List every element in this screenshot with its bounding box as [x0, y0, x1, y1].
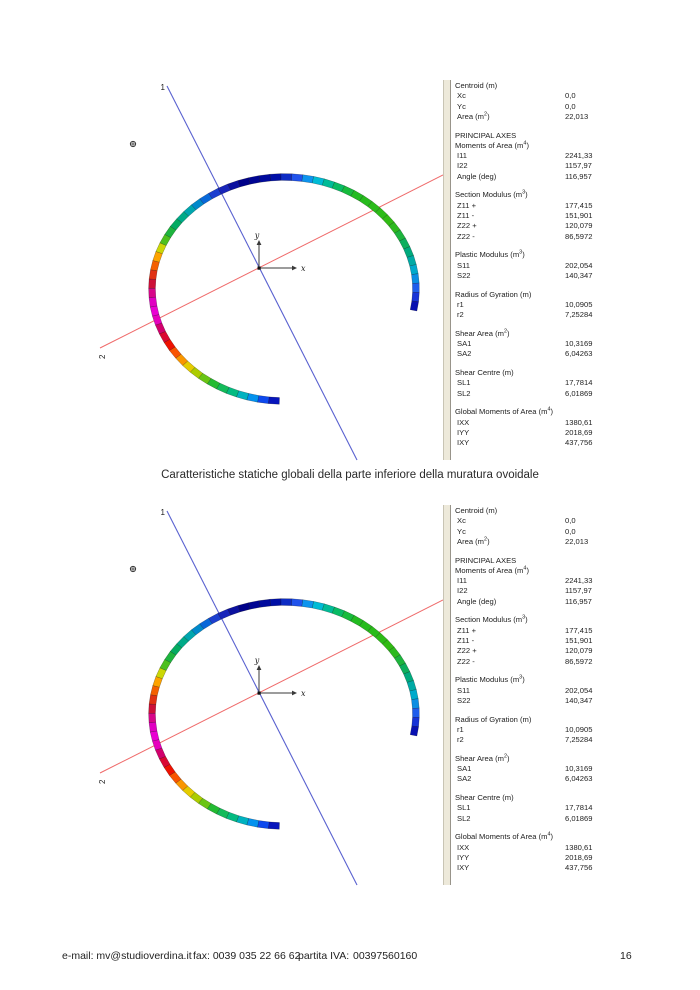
property-group [455, 793, 693, 824]
property-value: 7,25284 [565, 310, 593, 320]
panel-splitter [443, 505, 451, 885]
section-arc-segment [270, 174, 281, 181]
property-label: Yc [457, 526, 466, 536]
property-value: 10,0905 [565, 724, 593, 734]
property-row [455, 261, 693, 271]
property-group [455, 329, 693, 360]
unit-superscript: 2 [484, 536, 488, 543]
property-value: 6,01869 [565, 388, 593, 398]
property-group-header: Shear Area $(m^2)$ [455, 753, 510, 763]
property-label: SA1 [457, 339, 472, 349]
property-label: IYY [457, 853, 470, 863]
property-group [455, 407, 693, 448]
property-value: 1380,61 [565, 417, 593, 427]
x-axis-label: x [301, 689, 306, 698]
property-group-header: Shear Centre (m) [455, 793, 514, 803]
y-axis-label: y [254, 231, 260, 240]
property-row [455, 636, 693, 646]
property-label: Z11 + [457, 625, 477, 635]
property-label: IXX [457, 842, 470, 852]
property-value: 0,0 [565, 516, 576, 526]
section-arc-segment [407, 256, 416, 267]
property-row [455, 586, 693, 596]
property-group-header: PRINCIPAL AXES [455, 130, 517, 140]
section-arc-segment [281, 174, 292, 181]
unit-superscript: 4 [523, 565, 527, 572]
section-arc-segment [149, 713, 156, 722]
property-group [455, 81, 693, 122]
property-label: SL2 [457, 813, 471, 823]
y-axis-arrow [257, 240, 262, 245]
property-row [455, 438, 693, 448]
property-value: 202,054 [565, 685, 593, 695]
property-value: 120,079 [565, 221, 593, 231]
property-row [455, 814, 693, 824]
property-row [455, 211, 693, 221]
property-label: Z11 - [457, 636, 475, 646]
property-group-header: Global Moments of Area $(m^4)$ [455, 831, 554, 842]
property-row [455, 310, 693, 320]
property-group-header: Moments of Area $(m^4)$ [455, 140, 529, 150]
property-row [455, 102, 693, 112]
unit-superscript: 4 [547, 406, 551, 413]
property-value: 6,01869 [565, 813, 593, 823]
property-value: 1157,97 [565, 586, 592, 596]
property-label: SL2 [457, 388, 471, 398]
property-row [455, 232, 693, 242]
property-value: 6,04263 [565, 774, 593, 784]
property-row [455, 576, 693, 586]
property-value: 140,347 [565, 270, 593, 280]
property-row [455, 300, 693, 310]
property-group [455, 250, 693, 281]
property-row [455, 112, 693, 122]
property-value: 86,5972 [565, 656, 593, 666]
property-group [455, 506, 693, 547]
property-value: 2018,69 [565, 428, 593, 438]
unit-superscript: 2 [503, 328, 508, 335]
x-axis-label: x [301, 264, 306, 273]
property-value: 17,7814 [565, 378, 593, 388]
property-label: Yc [457, 101, 466, 111]
property-value: 10,3169 [565, 764, 593, 774]
unit-superscript: 3 [519, 674, 523, 681]
section-arc-segment [149, 704, 156, 713]
section-arc-segment [281, 599, 292, 606]
property-row [455, 774, 693, 784]
property-label: I22 [457, 586, 468, 596]
property-label: IYY [457, 428, 470, 438]
property-value: 2241,33 [565, 576, 593, 586]
section-arc-segment [407, 681, 416, 692]
property-value: 86,5972 [565, 231, 593, 241]
section-arc-segment [259, 174, 271, 182]
property-value: 2241,33 [565, 151, 593, 161]
figure-caption: Caratteristiche statiche globali della parte inferiore della muratura ovoidale [161, 469, 539, 481]
unit-superscript: 2 [484, 111, 488, 118]
origin-point [258, 267, 261, 270]
property-row [455, 516, 693, 526]
property-group-header: Centroid (m) [455, 81, 498, 90]
property-label: r1 [457, 724, 464, 734]
property-row [455, 725, 693, 735]
unit-superscript: 3 [522, 614, 526, 621]
principal-axis-2-line [100, 175, 443, 348]
property-row [455, 378, 693, 388]
section-arc-segment [152, 315, 162, 326]
section-arc-segment [412, 717, 420, 727]
property-value: 10,3169 [565, 339, 593, 349]
footer-iva-label: partita IVA: [298, 950, 350, 962]
section-diagram-upper [95, 78, 443, 463]
section-arc-segment [149, 695, 157, 705]
property-label: Angle (deg) [457, 171, 497, 181]
y-axis-label: y [254, 656, 260, 665]
property-value: 2018,69 [565, 853, 593, 863]
property-group [455, 675, 693, 706]
property-row [455, 527, 693, 537]
section-arc-segment [412, 274, 420, 284]
property-row [455, 696, 693, 706]
principal-axis-2-line [100, 600, 443, 773]
property-group-header: Section Modulus $(m^3)$ [455, 614, 528, 625]
property-row [455, 853, 693, 863]
x-axis-arrow [292, 266, 297, 271]
property-row [455, 686, 693, 696]
section-arc-segment [247, 393, 259, 402]
section-arc-segment [302, 175, 314, 183]
property-group-header: Shear Centre (m) [455, 368, 514, 378]
property-label: Angle (deg) [457, 596, 497, 606]
property-value: 177,415 [565, 625, 593, 635]
property-group [455, 131, 693, 182]
section-arc-segment [258, 396, 270, 404]
property-group [455, 190, 693, 241]
property-row [455, 735, 693, 745]
property-label: Z22 + [457, 221, 477, 231]
property-label: Z22 + [457, 646, 477, 656]
property-value: 202,054 [565, 260, 593, 270]
section-arc-segment [149, 297, 157, 307]
property-group-header: PRINCIPAL AXES [455, 555, 517, 565]
property-row [455, 843, 693, 853]
section-arc-segment [152, 740, 162, 751]
footer-fax: fax: 0039 035 22 66 62 [193, 950, 301, 962]
property-value: 437,756 [565, 438, 593, 448]
property-value: 22,013 [565, 536, 589, 546]
property-value: 0,0 [565, 101, 576, 111]
property-value: 10,0905 [565, 299, 593, 309]
property-group-header: Plastic Modulus $(m^3)$ [455, 249, 525, 260]
property-label: Xc [457, 91, 466, 101]
footer-iva-number: 00397560160 [353, 950, 418, 962]
property-row [455, 626, 693, 636]
property-row [455, 803, 693, 813]
section-arc-segment [150, 731, 159, 741]
principal-axis-1-line [167, 86, 357, 460]
property-label: I11 [457, 576, 467, 586]
section-arc-segment [149, 279, 156, 288]
property-row [455, 657, 693, 667]
property-row [455, 349, 693, 359]
property-row [455, 863, 693, 873]
section-arc-segment [258, 821, 270, 829]
property-label: r2 [457, 310, 464, 320]
section-arc-segment [412, 292, 420, 302]
property-row [455, 537, 693, 547]
section-arc-segment [268, 397, 279, 404]
section-arc-segment [270, 599, 281, 606]
property-label: r2 [457, 735, 464, 745]
property-label: S11 [457, 260, 470, 270]
property-label: Area $(m^2)$ [457, 111, 490, 121]
unit-superscript: 3 [519, 249, 523, 256]
section-arc-segment [410, 301, 418, 311]
property-row [455, 428, 693, 438]
property-group [455, 832, 693, 873]
section-arc-segment [238, 178, 250, 187]
property-group-header: Moments of Area $(m^4)$ [455, 565, 529, 575]
section-arc-segment [292, 599, 303, 607]
property-group-header: Radius of Gyration (m) [455, 289, 532, 299]
property-value: 1157,97 [565, 161, 592, 171]
y-axis-arrow [257, 665, 262, 670]
page-number: 16 [620, 950, 632, 962]
section-arc-segment [238, 603, 250, 612]
property-label: Z22 - [457, 656, 475, 666]
property-label: IXY [457, 863, 470, 873]
property-group [455, 556, 693, 607]
unit-superscript: 2 [503, 753, 508, 760]
section-arc-segment [410, 265, 419, 275]
property-row [455, 172, 693, 182]
property-row [455, 597, 693, 607]
x-axis-arrow [292, 691, 297, 696]
section-arc-segment [247, 818, 259, 827]
axis-2-label: 2 [98, 354, 107, 359]
property-value: 0,0 [565, 91, 576, 101]
property-row [455, 339, 693, 349]
section-arc-segment [248, 176, 260, 185]
property-label: SA1 [457, 764, 472, 774]
property-label: IXX [457, 417, 470, 427]
property-row [455, 418, 693, 428]
property-label: S22 [457, 695, 471, 705]
property-label: SL1 [457, 378, 471, 388]
property-row [455, 91, 693, 101]
property-row [455, 161, 693, 171]
property-group-header: Centroid (m) [455, 506, 498, 515]
property-label: I11 [457, 151, 467, 161]
property-label: S22 [457, 270, 471, 280]
property-value: 116,957 [565, 171, 592, 181]
axis-1-label: 1 [160, 508, 165, 517]
section-arc-segment [302, 600, 314, 608]
property-row [455, 201, 693, 211]
property-group [455, 615, 693, 666]
property-value: 17,7814 [565, 803, 593, 813]
section-arc-segment [410, 726, 418, 736]
section-arc-segment [248, 601, 260, 610]
property-value: 116,957 [565, 596, 592, 606]
property-label: IXY [457, 438, 470, 448]
footer-email: e-mail: mv@studioverdina.it [62, 950, 192, 962]
property-group [455, 290, 693, 321]
property-group-header: Radius of Gyration (m) [455, 714, 532, 724]
section-arc-segment [149, 722, 157, 732]
unit-superscript: 4 [523, 140, 527, 147]
section-arc-segment [149, 288, 156, 297]
section-arc-segment [259, 599, 271, 607]
property-value: 140,347 [565, 695, 593, 705]
section-diagram-lower [95, 503, 443, 888]
property-group-header: Section Modulus $(m^3)$ [455, 189, 528, 200]
property-row [455, 646, 693, 656]
section-arc-segment [412, 283, 419, 292]
property-value: 177,415 [565, 200, 593, 210]
axis-1-label: 1 [160, 83, 165, 92]
property-label: Area $(m^2)$ [457, 536, 490, 546]
property-label: S11 [457, 685, 470, 695]
unit-superscript: 3 [522, 189, 526, 196]
section-properties-panel-upper [455, 81, 693, 457]
unit-superscript: 4 [547, 831, 551, 838]
property-label: Z11 + [457, 200, 477, 210]
property-label: SL1 [457, 803, 471, 813]
section-arc-segment [150, 306, 159, 316]
property-value: 22,013 [565, 111, 589, 121]
property-value: 7,25284 [565, 735, 593, 745]
property-value: 120,079 [565, 646, 593, 656]
property-value: 0,0 [565, 526, 576, 536]
property-value: 151,901 [565, 636, 593, 646]
property-label: r1 [457, 299, 464, 309]
property-group [455, 368, 693, 399]
section-arc-segment [412, 699, 420, 709]
property-label: I22 [457, 161, 468, 171]
property-row [455, 221, 693, 231]
property-label: Z22 - [457, 231, 475, 241]
property-group-header: Shear Area $(m^2)$ [455, 328, 510, 338]
property-group-header: Plastic Modulus $(m^3)$ [455, 674, 525, 685]
property-row [455, 151, 693, 161]
property-value: 437,756 [565, 863, 593, 873]
property-row [455, 271, 693, 281]
property-group [455, 754, 693, 785]
property-group [455, 715, 693, 746]
section-arc-segment [410, 690, 419, 700]
property-value: 6,04263 [565, 349, 593, 359]
property-label: Z11 - [457, 211, 475, 221]
property-value: 151,901 [565, 211, 593, 221]
property-row [455, 389, 693, 399]
property-label: SA2 [457, 349, 472, 359]
origin-point [258, 692, 261, 695]
axis-2-label: 2 [98, 779, 107, 784]
property-label: Xc [457, 516, 466, 526]
section-arc-segment [268, 822, 279, 829]
principal-axis-1-line [167, 511, 357, 885]
section-arc-segment [149, 270, 157, 280]
property-label: SA2 [457, 774, 472, 784]
section-arc-segment [412, 708, 419, 717]
section-properties-panel-lower [455, 506, 693, 882]
property-group-header: Global Moments of Area $(m^4)$ [455, 406, 554, 417]
section-arc-segment [292, 174, 303, 182]
property-value: 1380,61 [565, 842, 593, 852]
panel-splitter [443, 80, 451, 460]
property-row [455, 764, 693, 774]
